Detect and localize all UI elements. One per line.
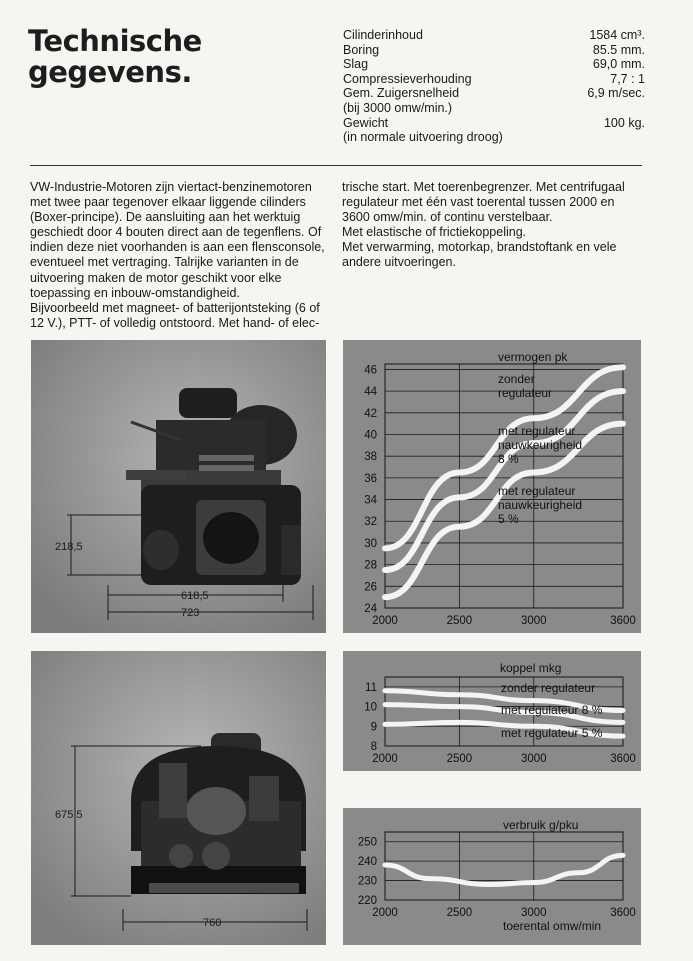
- data-point: [385, 548, 386, 549]
- y-tick-label: 36: [364, 472, 377, 485]
- spec-label: Boring: [343, 42, 380, 57]
- body-text-line: geschiedt door 4 bouten direct aan de tegenflens. Of: [30, 225, 322, 240]
- x-tick-label: 3600: [610, 907, 636, 919]
- title-line-2: gegevens.: [28, 55, 192, 89]
- spec-label: Slag: [343, 57, 369, 72]
- body-column-2: [342, 180, 642, 271]
- x-tick-label: 2500: [446, 615, 473, 627]
- spec-label: (bij 3000 omw/min.): [343, 100, 453, 115]
- y-tick-label: 32: [364, 516, 377, 529]
- data-point: [533, 882, 534, 883]
- data-point: [459, 497, 460, 498]
- spec-row: [343, 28, 645, 43]
- title-line-1: Technische: [28, 24, 202, 58]
- data-point: [459, 694, 460, 695]
- consumption-chart: [343, 808, 641, 945]
- curve-annotation: met regulateur: [498, 424, 576, 438]
- plot-frame: [385, 832, 623, 900]
- dim-side-length-long: 723: [181, 607, 200, 619]
- spec-label: Gem. Zuigersnelheid: [343, 86, 460, 101]
- data-point: [489, 884, 490, 885]
- dim-front-width: 760: [203, 917, 222, 929]
- engine-front-view-photo: [31, 651, 326, 945]
- body-text-line: Met elastische of frictiekoppeling.: [342, 225, 527, 240]
- y-tick-label: 11: [365, 681, 377, 694]
- body-text-line: 3600 omw/min. of continu verstelbaar.: [342, 210, 553, 225]
- body-text-line: uitvoering maken de motor geschikt voor elke: [30, 270, 282, 285]
- body-text-line: indien deze niet voorhanden is aan een flensconsole,: [30, 240, 325, 255]
- x-tick-label: 3600: [610, 615, 636, 627]
- data-point: [623, 710, 624, 711]
- body-text-line: (Boxer-principe). De aansluiting aan het werktuig: [30, 210, 301, 225]
- data-point: [623, 367, 624, 368]
- spec-label: Compressieverhouding: [343, 71, 472, 86]
- chart-title: verbruik g/pku: [503, 818, 579, 832]
- spec-row: [343, 86, 645, 101]
- curve-annotation: nauwkeurigheid: [498, 498, 583, 512]
- x-tick-label: 3000: [520, 907, 547, 919]
- x-tick-label: 3000: [520, 615, 547, 627]
- data-point: [459, 472, 460, 473]
- spec-row: [343, 116, 645, 131]
- body-text-line: Bijvoorbeeld met magneet- of batterijontsteking (6 of: [30, 300, 320, 315]
- spec-label: Gewicht: [343, 115, 389, 130]
- curve-annotation: 8 %: [498, 452, 519, 466]
- y-tick-label: 42: [364, 407, 377, 420]
- dim-side-height: 218,5: [55, 541, 83, 553]
- x-tick-label: 2500: [446, 753, 473, 765]
- spec-row: [343, 101, 645, 116]
- dim-side-length-short: 618,5: [181, 590, 209, 602]
- data-point: [623, 423, 624, 424]
- data-point: [429, 878, 430, 879]
- data-point: [623, 736, 624, 737]
- spec-row: [343, 72, 645, 87]
- y-tick-label: 44: [364, 386, 377, 399]
- curve-annotation: nauwkeurigheid: [498, 438, 583, 452]
- y-tick-label: 38: [364, 451, 377, 464]
- spec-value: 85.5 mm.: [592, 42, 645, 57]
- curve-annotation: 5 %: [498, 512, 519, 526]
- y-tick-label: 34: [364, 494, 377, 507]
- divider: [30, 165, 642, 166]
- curve-annotation: met regulateur 5 %: [501, 726, 603, 740]
- chart-title: koppel mkg: [500, 661, 562, 675]
- spec-value: 1584 cm³.: [589, 28, 645, 42]
- spec-label: (in normale uitvoering droog): [343, 130, 503, 145]
- data-point: [385, 704, 386, 705]
- body-text-line: toepassing en inbouw-omstandigheid.: [30, 285, 240, 300]
- data-point: [578, 872, 579, 873]
- curve-annotation: regulateur: [498, 386, 553, 400]
- data-point: [623, 855, 624, 856]
- data-point: [385, 690, 386, 691]
- x-tick-label: 3000: [520, 753, 547, 765]
- curve-annotation: met regulateur: [498, 484, 576, 498]
- page-title: [28, 26, 202, 88]
- torque-chart: [343, 651, 641, 771]
- chart-title: vermogen pk: [498, 350, 568, 364]
- body-text-line: 12 V.), PTT- of volledig ontstoord. Met hand- of elec-: [30, 315, 320, 330]
- data-point: [385, 570, 386, 571]
- spec-row: [343, 43, 645, 58]
- data-point: [459, 722, 460, 723]
- y-tick-label: 46: [364, 364, 377, 377]
- power-chart: [343, 340, 641, 633]
- body-text-line: regulateur met één vast toerental tussen 2000 en: [342, 195, 615, 210]
- data-point: [385, 724, 386, 725]
- spec-row: [343, 130, 645, 145]
- spec-value: 7,7 : 1: [610, 71, 645, 86]
- data-point: [385, 865, 386, 866]
- body-text-line: andere uitvoeringen.: [342, 255, 456, 270]
- y-tick-label: 240: [357, 856, 377, 869]
- spec-row: [343, 57, 645, 72]
- data-point: [459, 526, 460, 527]
- data-point: [623, 391, 624, 392]
- x-axis-label: toerental omw/min: [503, 919, 602, 933]
- spec-label: Cilinderinhoud: [343, 28, 423, 42]
- body-text-line: met twee paar tegenover elkaar liggende cilinders: [30, 195, 306, 210]
- data-point: [623, 722, 624, 723]
- series-line: [385, 855, 623, 884]
- spec-value: 100 kg.: [603, 115, 645, 130]
- y-tick-label: 28: [364, 559, 377, 572]
- body-text-line: VW-Industrie-Motoren zijn viertact-benzinemotoren: [30, 180, 312, 194]
- curve-annotation: met regulateur 8 %: [501, 703, 603, 717]
- body-column-1: [30, 180, 332, 331]
- y-tick-label: 24: [364, 603, 377, 615]
- data-point: [459, 706, 460, 707]
- consumption-chart-svg: [343, 808, 641, 945]
- torque-chart-svg: [343, 651, 641, 771]
- x-tick-label: 3600: [610, 753, 636, 765]
- power-chart-svg: [343, 340, 641, 633]
- x-tick-label: 2000: [372, 753, 398, 765]
- y-tick-label: 250: [357, 836, 377, 849]
- dim-front-height: 675,5: [55, 809, 83, 821]
- y-tick-label: 230: [357, 875, 377, 888]
- y-tick-label: 9: [370, 721, 377, 734]
- curve-annotation: zonder: [498, 372, 535, 386]
- x-tick-label: 2000: [372, 615, 398, 627]
- spec-value: 6,9 m/sec.: [587, 86, 645, 101]
- y-tick-label: 30: [364, 537, 377, 550]
- body-text-line: trische start. Met toerenbegrenzer. Met centrifugaal: [342, 180, 625, 194]
- y-tick-label: 10: [364, 701, 377, 714]
- y-tick-label: 26: [364, 581, 377, 594]
- data-point: [533, 472, 534, 473]
- spec-table: [343, 28, 645, 145]
- engine-side-view-photo: [31, 340, 326, 633]
- curve-annotation: zonder regulateur: [501, 681, 596, 695]
- body-text-line: Met verwarming, motorkap, brandstoftank en vele: [342, 240, 617, 255]
- x-tick-label: 2500: [446, 907, 473, 919]
- x-tick-label: 2000: [372, 907, 398, 919]
- data-point: [533, 418, 534, 419]
- data-point: [385, 597, 386, 598]
- y-tick-label: 220: [357, 895, 377, 907]
- y-tick-label: 40: [364, 429, 377, 442]
- spec-value: 69,0 mm.: [592, 57, 645, 72]
- y-tick-label: 8: [370, 741, 377, 753]
- body-text-line: eventueel met vertraging. Talrijke varianten in de: [30, 255, 299, 270]
- data-point: [533, 700, 534, 701]
